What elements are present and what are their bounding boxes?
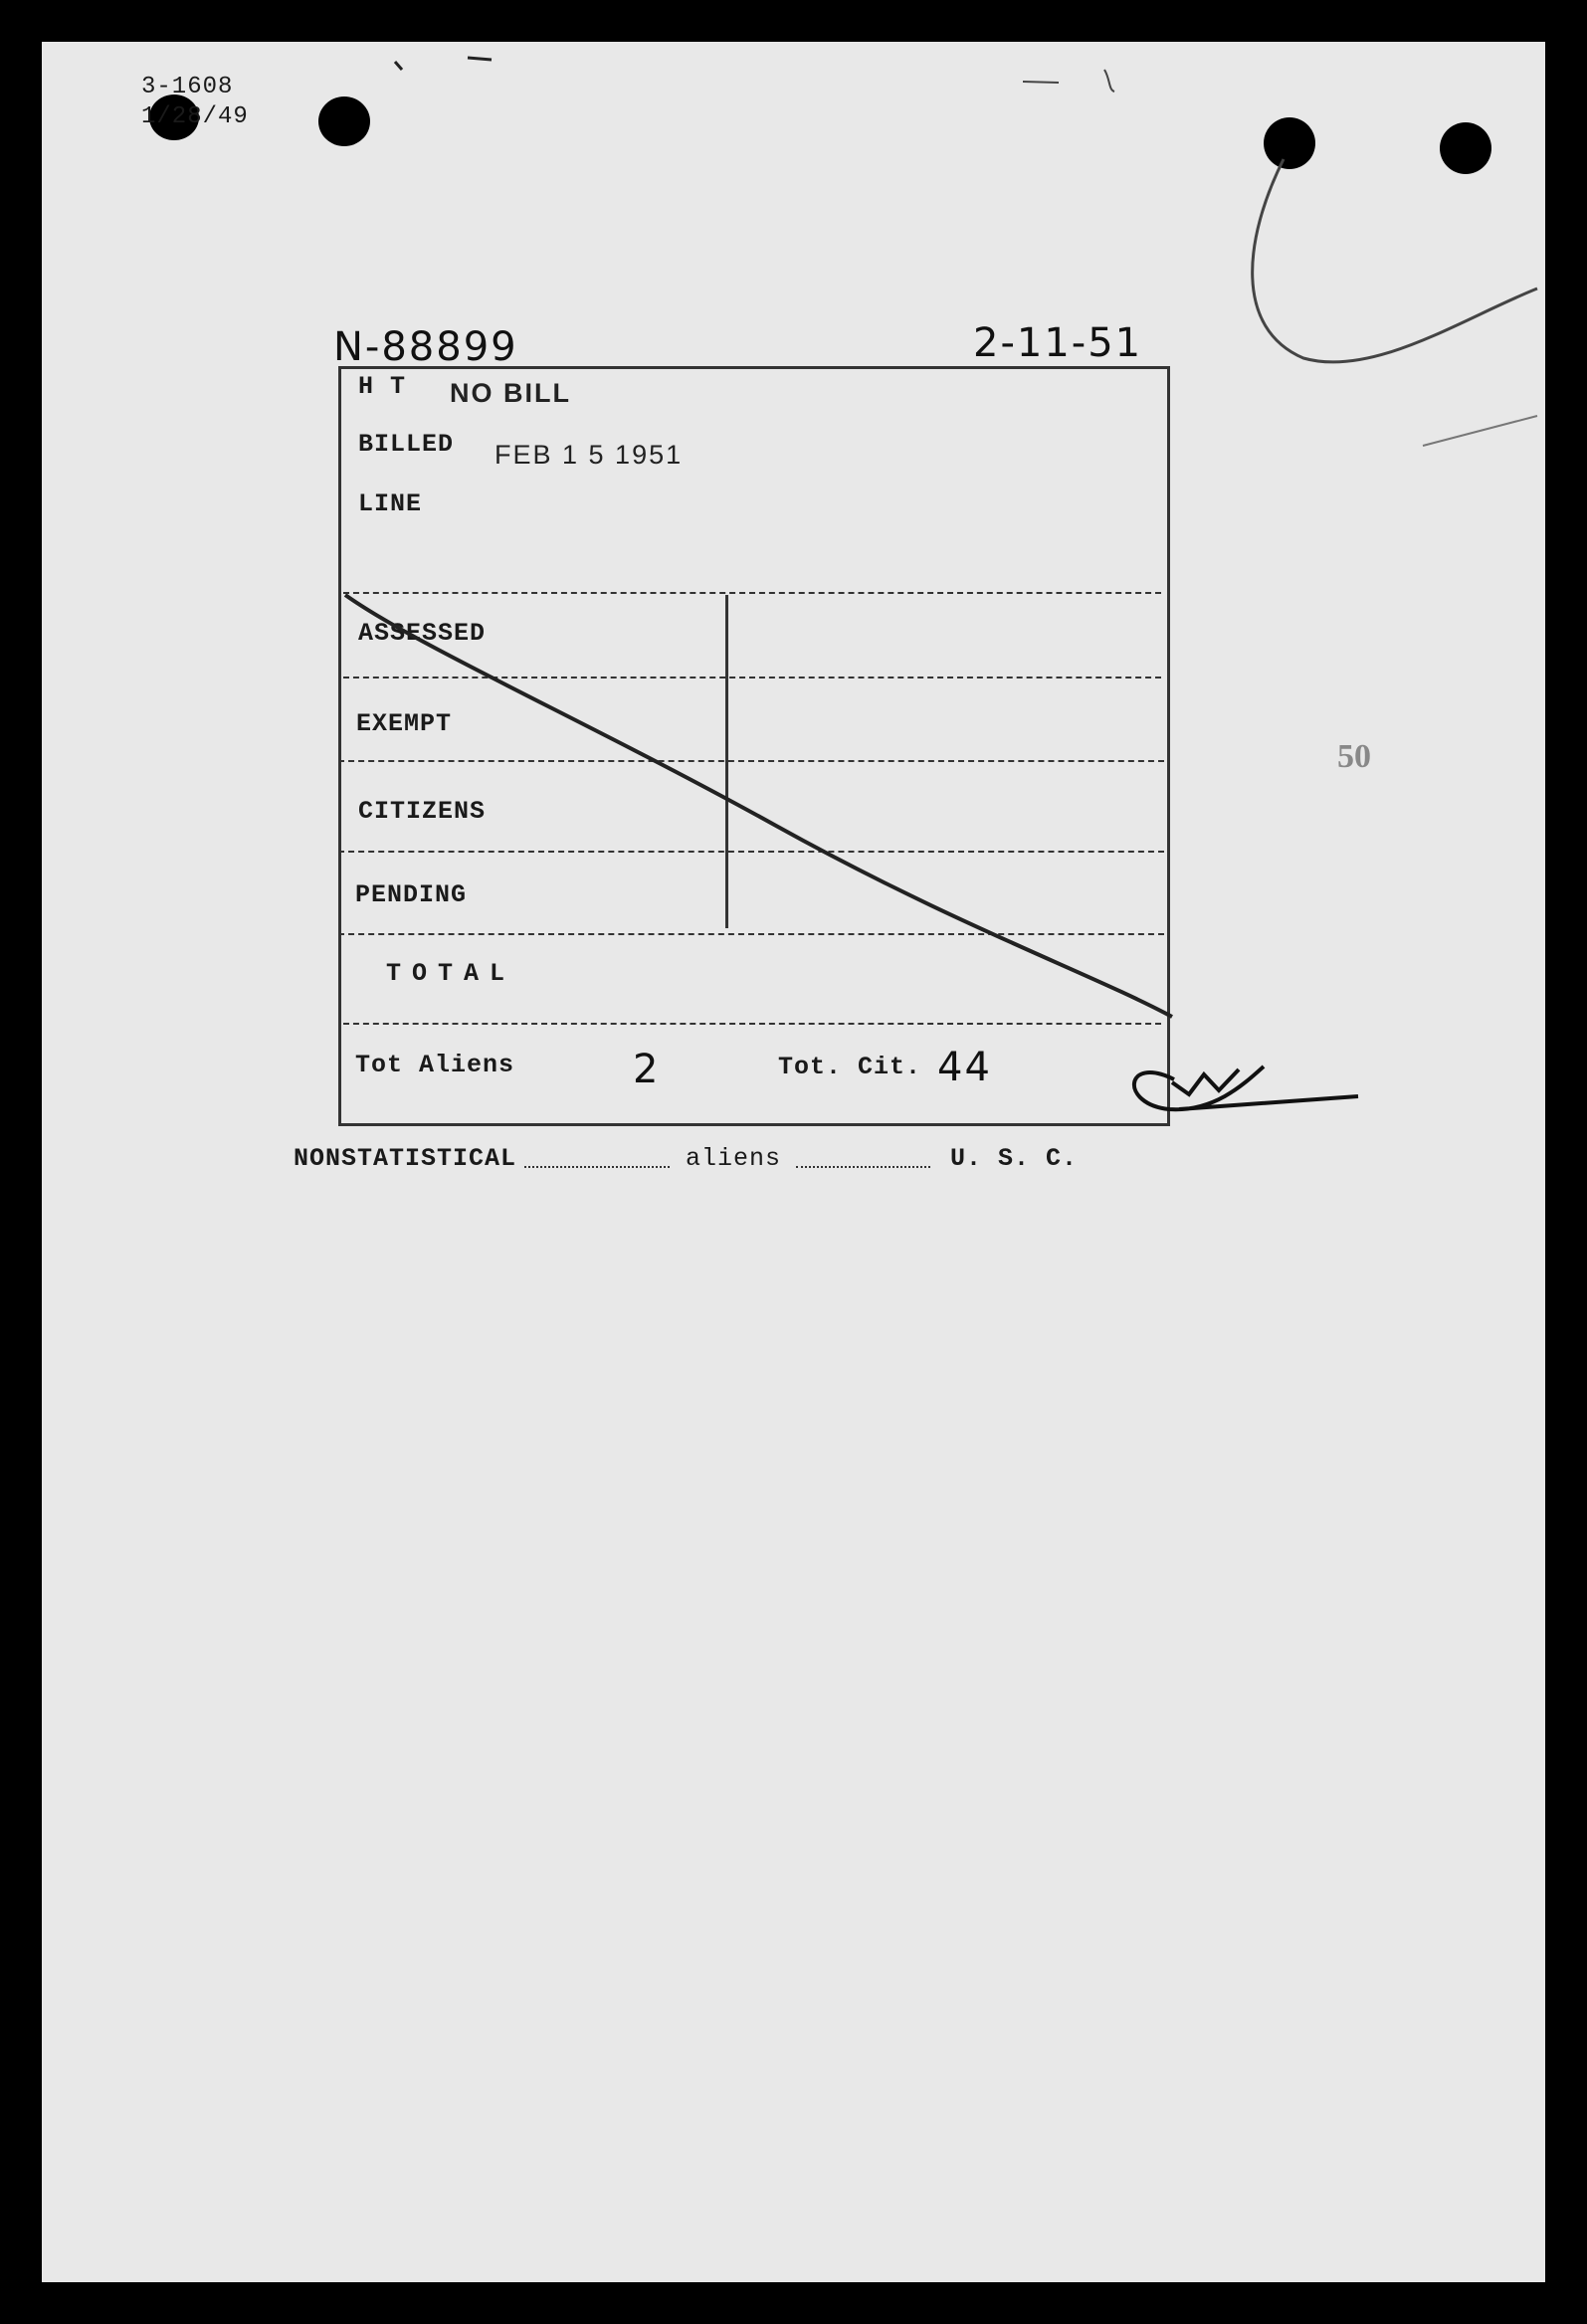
case-number: N-88899: [333, 324, 518, 370]
usc-label: U. S. C.: [950, 1144, 1079, 1173]
row-label-pending: PENDING: [355, 880, 468, 909]
file-date: 1/28/49: [141, 103, 249, 130]
row-label-total: TOTAL: [386, 959, 516, 988]
nonstatistical-label: NONSTATISTICAL: [294, 1144, 517, 1173]
file-number: 3-1608: [141, 74, 234, 100]
strike-through-line: [345, 595, 1172, 1017]
tot-cit-label: Tot. Cit.: [778, 1053, 922, 1081]
card-date: 2-11-51: [973, 320, 1143, 366]
margin-pen-tick: [1423, 416, 1537, 446]
row-label-assessed: ASSESSED: [358, 619, 487, 648]
aliens-label: aliens: [686, 1144, 782, 1173]
top-mark-right: [1023, 70, 1114, 92]
initials-scrawl: [1134, 1066, 1358, 1109]
field-label-line: LINE: [358, 489, 423, 518]
ht-value: NO BILL: [450, 378, 571, 408]
tot-aliens-value: 2: [633, 1047, 661, 1092]
field-label-billed: BILLED: [358, 430, 455, 459]
margin-pen-curve: [1253, 159, 1537, 362]
row-label-exempt: EXEMPT: [356, 709, 453, 738]
top-mark-left: [395, 58, 492, 70]
row-label-citizens: CITIZENS: [358, 797, 487, 826]
billed-date-stamp: FEB 1 5 1951: [495, 440, 684, 470]
margin-page-number: 50: [1337, 738, 1371, 775]
tot-aliens-label: Tot Aliens: [355, 1051, 515, 1079]
tot-cit-value: 44: [937, 1045, 992, 1090]
field-label-ht: H T: [358, 372, 407, 401]
